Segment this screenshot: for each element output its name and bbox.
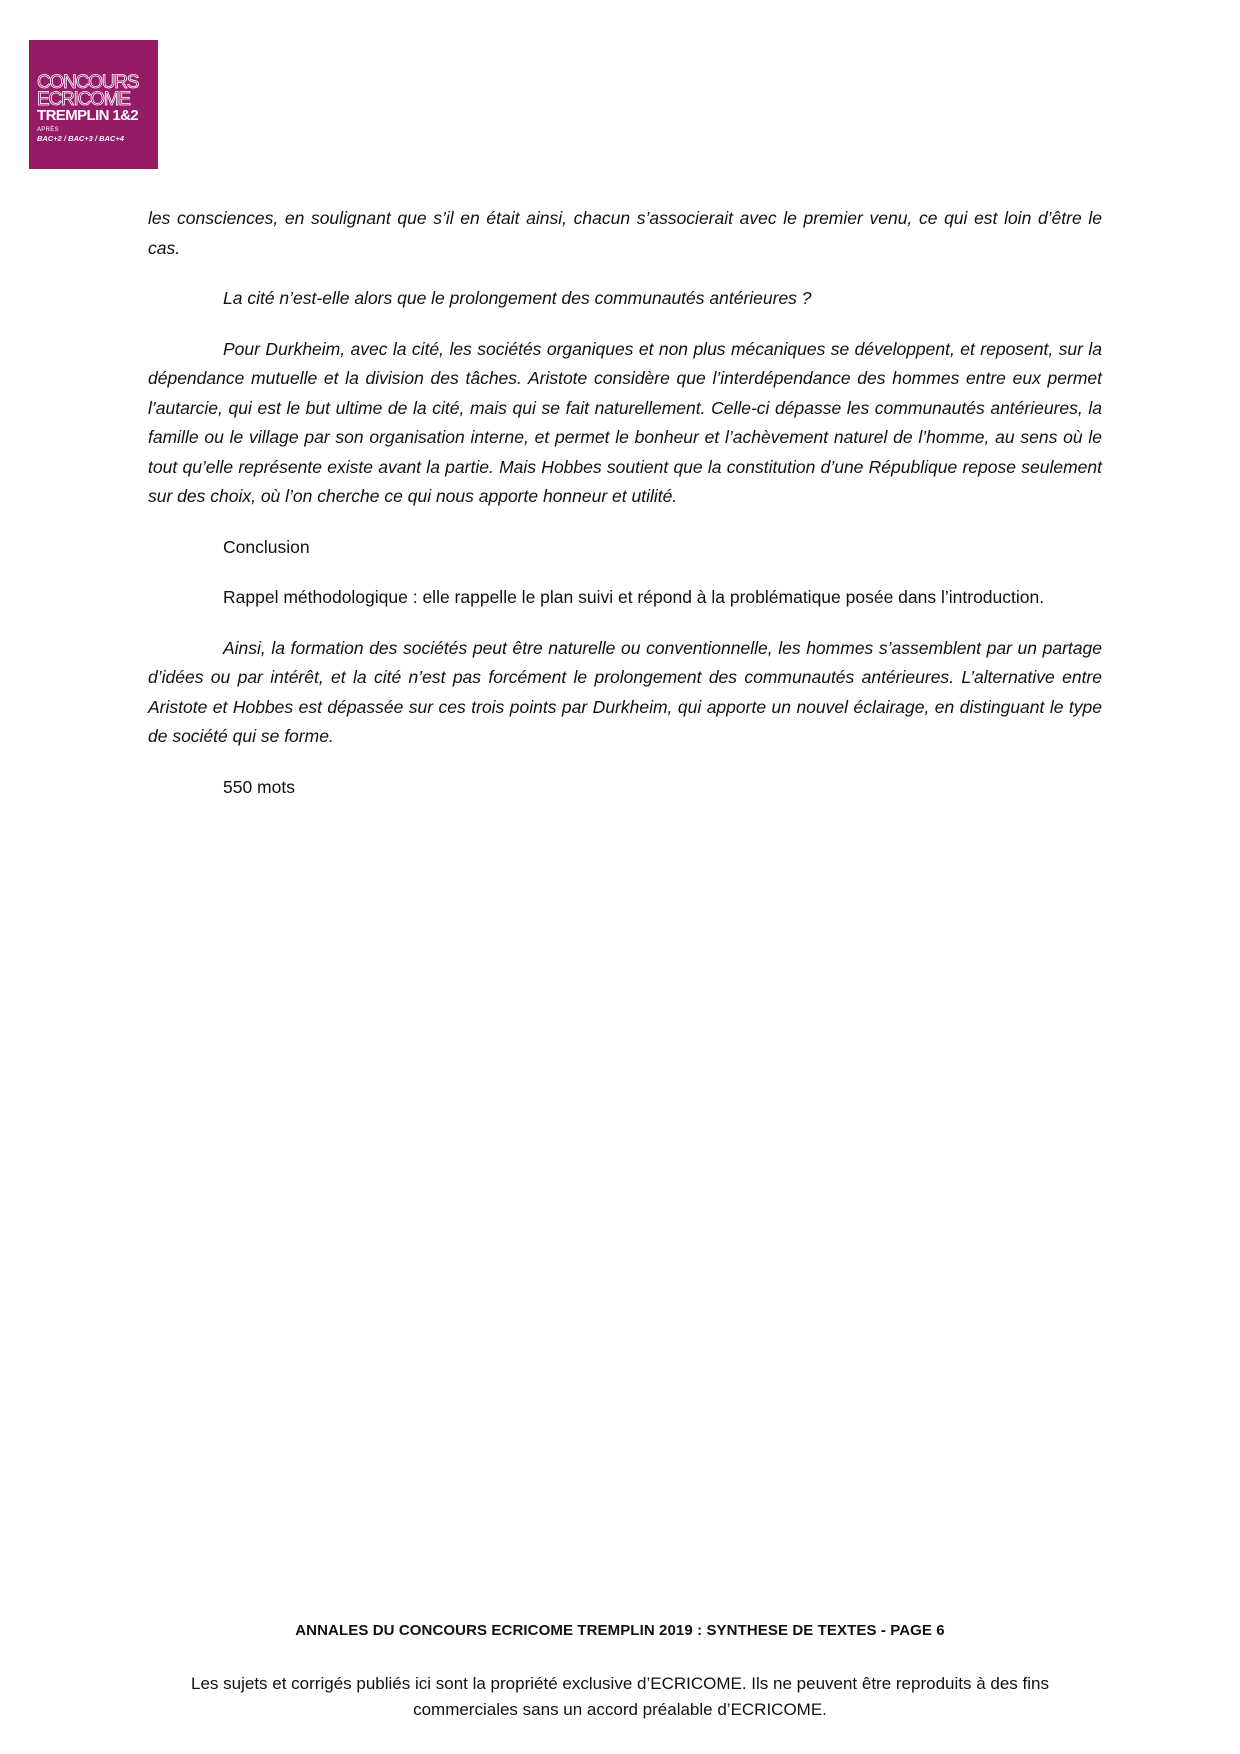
paragraph-continuation: les consciences, en soulignant que s’il en était ainsi, chacun s’associerait avec le premier venu, ce qui est loin d’être le cas. bbox=[148, 208, 1102, 258]
footer-legal-notice: Les sujets et corrigés publiés ici sont la propriété exclusive d’ECRICOME. Ils ne peuvent être reproduits à des fins commerciales sans un accord préalable d’ECRICOME. bbox=[191, 1674, 1049, 1719]
section-heading-conclusion: Conclusion bbox=[223, 536, 310, 557]
logo-line-ecricome: ECRICOME bbox=[37, 89, 130, 110]
paragraph-question: La cité n’est-elle alors que le prolongement des communautés antérieures ? bbox=[223, 288, 812, 308]
document-body bbox=[148, 204, 1102, 823]
word-count: 550 mots bbox=[223, 776, 295, 797]
paragraph-conclusion: Ainsi, la formation des sociétés peut être naturelle ou conventionnelle, les hommes s’assemblent par un partage d’idées ou par intérêt, et la cité n’est pas forcément le prolongement des communautés antérieures. L’alternative entre Aristote et Hobbes est dépassée sur ces trois points par Durkheim, qui apporte un nouvel éclairage, en distinguant le type de société qui se forme. bbox=[148, 637, 1102, 746]
logo-line-apres: APRÈS bbox=[37, 127, 59, 133]
logo-line-bac-levels: BAC+2 / BAC+3 / BAC+4 bbox=[37, 134, 124, 143]
footer-title: ANNALES DU CONCOURS ECRICOME TREMPLIN 2019 : SYNTHESE DE TEXTES - PAGE 6 bbox=[295, 1622, 945, 1639]
ecricome-logo bbox=[29, 40, 158, 169]
paragraph-methodology-reminder: Rappel méthodologique : elle rappelle le plan suivi et répond à la problématique posée dans l’introduction. bbox=[223, 587, 1045, 607]
paragraph-durkheim: Pour Durkheim, avec la cité, les sociétés organiques et non plus mécaniques se développent, et reposent, sur la dépendance mutuelle et la division des tâches. Aristote considère que l’interdépendance des hommes entre eux permet l’autarcie, qui est le but ultime de la cité, mais qui se fait naturellement. Celle-ci dépasse les communautés antérieures, la famille ou le village par son organisation interne, et permet le bonheur et l’achèvement naturel de l’homme, au sens où le tout qu’elle représente existe avant la partie. Mais Hobbes soutient que la constitution d’une République repose seulement sur des choix, où l’on cherche ce qui nous apporte honneur et utilité. bbox=[148, 338, 1102, 506]
logo-line-tremplin: TREMPLIN 1&2 bbox=[37, 107, 139, 124]
logo-line-concours: CONCOURS bbox=[37, 72, 139, 93]
